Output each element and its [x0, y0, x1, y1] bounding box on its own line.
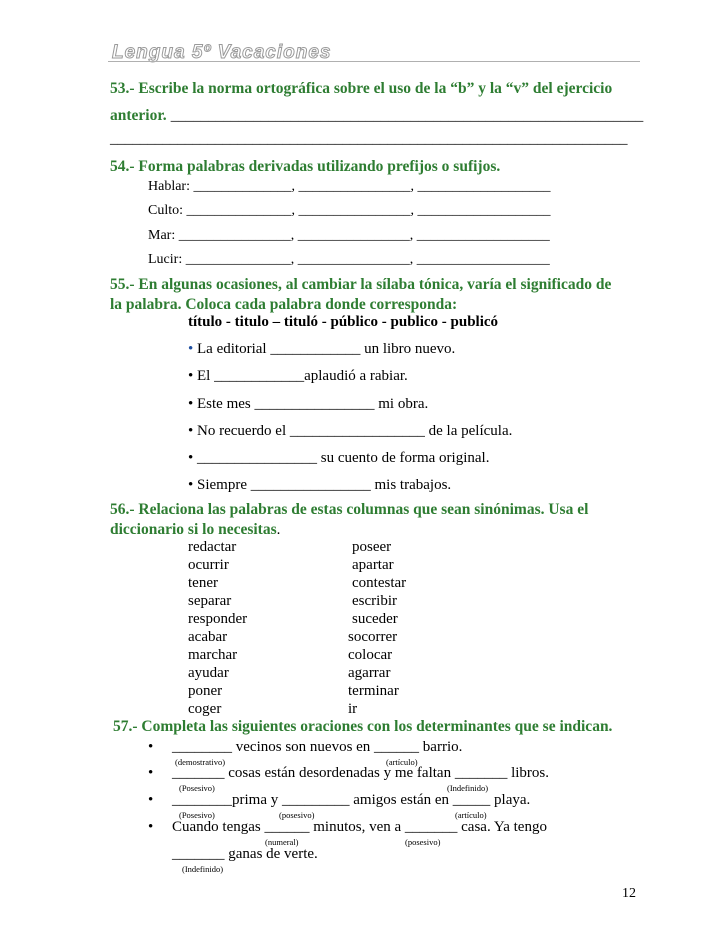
ex53-blank-2: _____________________________________________________________________ [110, 131, 628, 147]
ex54-row-lucir: Lucir: _______________, ________________, ___________________ [148, 252, 550, 267]
ex56-right-9: terminar [348, 683, 399, 699]
ex55-item-text: No recuerdo el __________________ de la película. [197, 423, 513, 439]
ex56-left-2: ocurrir [188, 557, 229, 573]
ex53-line1: 53.- Escribe la norma ortográfica sobre el uso de la “b” y la “v” del ejercicio [110, 80, 613, 97]
ex53-line2 [110, 107, 643, 125]
ex56-right-4: escribir [352, 593, 397, 609]
ex54-row-mar: Mar: ________________, ________________, ___________________ [148, 228, 550, 243]
ex56-line2-text: diccionario si lo necesitas [110, 521, 277, 538]
ex56-left-6: acabar [188, 629, 228, 645]
ex57-hint-3a: (Posesivo) [179, 810, 215, 820]
ex56-right-8: agarrar [348, 665, 391, 681]
ex57-hint-2b: (Indefinido) [447, 783, 489, 793]
ex57-sentence-1: ________ vecinos son nuevos en ______ barrio. [172, 739, 463, 755]
ex57-hint-1b: (artículo) [386, 757, 418, 767]
ex56-line2 [110, 521, 280, 539]
ex56-right-7: colocar [348, 647, 393, 663]
ex56-right-5: suceder [352, 611, 398, 627]
ex57-hint-4b: (posesivo) [405, 837, 441, 847]
ex56-left-9: poner [188, 683, 223, 699]
header-divider [108, 61, 640, 62]
ex55-item-2 [188, 368, 408, 385]
ex57-hint-4a: (numeral) [265, 837, 299, 847]
ex56-left-1: redactar [188, 539, 237, 555]
ex55-line2: la palabra. Coloca cada palabra donde corresponda: [110, 296, 458, 313]
ex55-item-6 [188, 477, 451, 494]
ex56-right-10: ir [348, 701, 358, 717]
ex57-bullet-2: • [148, 765, 154, 781]
bullet-icon: • [188, 450, 194, 466]
ex57-hint-3c: (artículo) [455, 810, 487, 820]
ex56-left-3: tener [188, 575, 218, 591]
ex56-left-7: marchar [188, 647, 238, 663]
ex56-line2-period: . [276, 522, 281, 538]
ex54-row-culto: Culto: _______________, ________________, ___________________ [148, 203, 551, 218]
bullet-icon: • [188, 341, 194, 357]
ex55-item-text: Este mes ________________ mi obra. [197, 396, 429, 412]
ex57-sentence-2: _______ cosas están desordenadas y me faltan _______ libros. [172, 765, 549, 781]
ex56-right-3: contestar [352, 575, 407, 591]
ex56-left-5: responder [188, 611, 248, 627]
ex55-item-5 [188, 450, 489, 467]
bullet-icon: • [188, 368, 194, 384]
ex55-line1: 55.- En algunas ocasiones, al cambiar la sílaba tónica, varía el significado de [110, 276, 612, 293]
ex57-sentence-5: _______ ganas de verte. [172, 846, 318, 862]
ex57-title: 57.- Completa las siguientes oraciones con los determinantes que se indican. [113, 718, 613, 735]
ex56-right-2: apartar [352, 557, 394, 573]
ex57-bullet-1: • [148, 739, 154, 755]
ex56-right-1: poseer [352, 539, 392, 555]
ex57-hint-3b: (posesivo) [279, 810, 315, 820]
bullet-icon: • [188, 396, 194, 412]
page-header: Lengua 5º Vacaciones [112, 42, 332, 63]
ex56-left-10: coger [188, 701, 222, 717]
ex55-item-4 [188, 423, 512, 440]
ex55-item-text: El ____________aplaudió a rabiar. [197, 368, 408, 384]
bullet-icon: • [188, 423, 194, 439]
ex57-sentence-4: Cuando tengas ______ minutos, ven a _______ casa. Ya tengo [172, 819, 547, 835]
ex55-item-text: Siempre ________________ mis trabajos. [197, 477, 452, 493]
ex56-right-6: socorrer [348, 629, 398, 645]
ex57-hint-2a: (Posesivo) [179, 783, 215, 793]
ex57-bullet-4: • [148, 819, 154, 835]
ex57-hint-1a: (demostrativo) [175, 757, 226, 767]
ex53-blank-1: _______________________________________________________________ [170, 108, 644, 124]
ex55-item-text: ________________ su cuento de forma original. [197, 450, 490, 466]
ex53-label: anterior. [110, 107, 167, 124]
ex55-item-1 [188, 341, 455, 358]
ex56-left-4: separar [188, 593, 232, 609]
ex57-hint-5a: (Indefinido) [182, 864, 224, 874]
ex56-left-8: ayudar [188, 665, 229, 681]
ex54-row-hablar: Hablar: ______________, ________________, ___________________ [148, 179, 551, 194]
ex57-sentence-3: ________prima y _________ amigos están en _____ playa. [172, 792, 531, 808]
ex54-title: 54.- Forma palabras derivadas utilizando prefijos o sufijos. [110, 158, 501, 175]
ex57-bullet-3: • [148, 792, 154, 808]
ex56-line1: 56.- Relaciona las palabras de estas columnas que sean sinónimas. Usa el [110, 501, 589, 518]
page-number: 12 [622, 886, 636, 901]
ex55-word-list: título - titulo – tituló - público - publico - publicó [188, 314, 499, 330]
ex55-item-text: La editorial ____________ un libro nuevo. [197, 341, 456, 357]
bullet-icon: • [188, 477, 194, 493]
ex55-item-3 [188, 396, 428, 413]
